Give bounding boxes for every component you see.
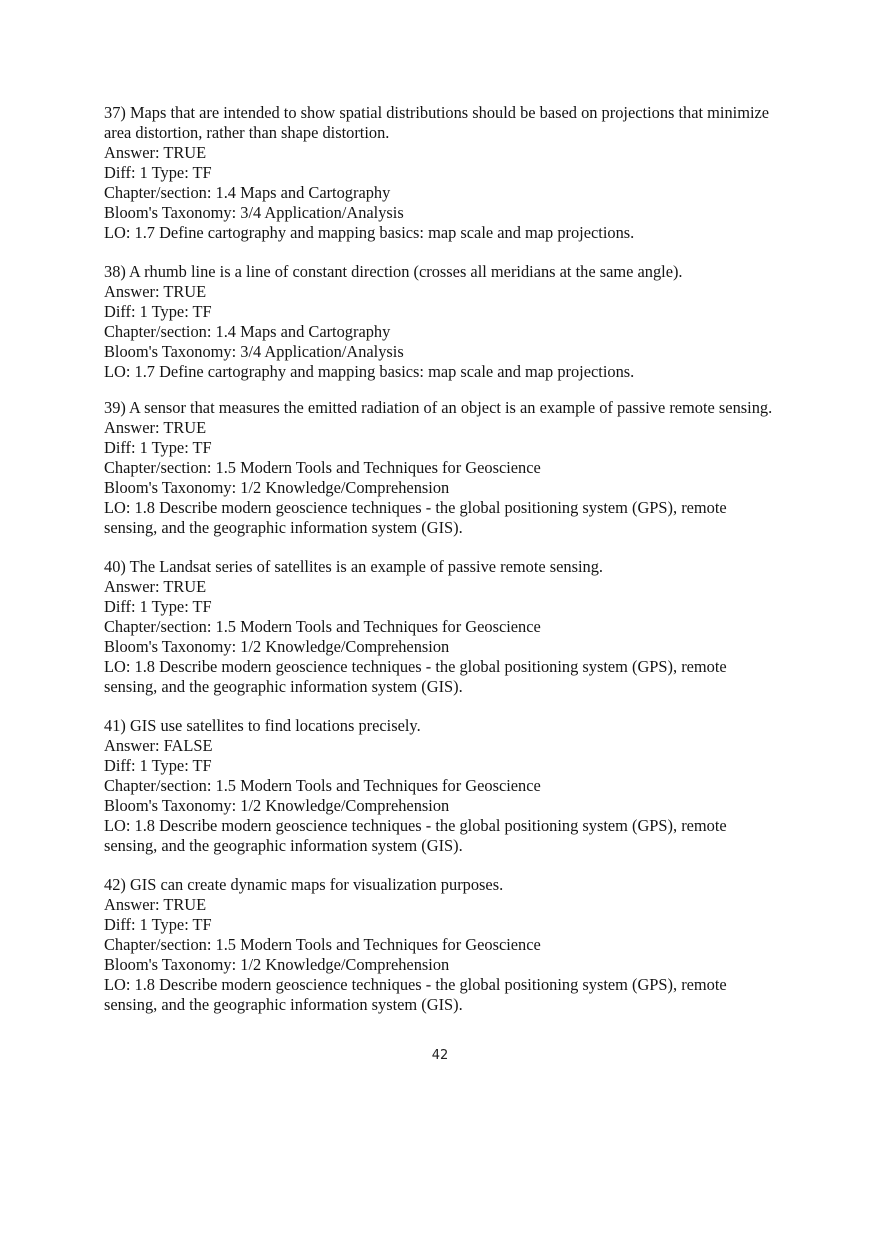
question-bloom: Bloom's Taxonomy: 3/4 Application/Analysis (104, 342, 404, 361)
question-chapter: Chapter/section: 1.4 Maps and Cartography (104, 322, 391, 341)
question-difficulty: Diff: 1 Type: TF (104, 302, 212, 321)
question-chapter: Chapter/section: 1.5 Modern Tools and Techniques for Geoscience (104, 776, 541, 795)
question-lo: LO: 1.8 Describe modern geoscience techniques - the global positioning system (GPS), remote sensing, and the geographic information system (GIS). (104, 657, 727, 696)
question-answer: Answer: TRUE (104, 143, 207, 162)
question-prompt: 42) GIS can create dynamic maps for visualization purposes. (104, 875, 504, 894)
question-answer: Answer: TRUE (104, 418, 207, 437)
question-38 (104, 262, 784, 382)
question-39 (104, 398, 784, 538)
question-41 (104, 716, 784, 856)
question-list (104, 103, 784, 1034)
question-prompt: 37) Maps that are intended to show spatial distributions should be based on projections that minimize area distortion, rather than shape distortion. (104, 103, 770, 142)
question-prompt: 38) A rhumb line is a line of constant direction (crosses all meridians at the same angle). (104, 262, 683, 281)
question-chapter: Chapter/section: 1.5 Modern Tools and Techniques for Geoscience (104, 458, 541, 477)
question-chapter: Chapter/section: 1.5 Modern Tools and Techniques for Geoscience (104, 617, 541, 636)
question-answer: Answer: TRUE (104, 895, 207, 914)
question-lo: LO: 1.7 Define cartography and mapping basics: map scale and map projections. (104, 223, 635, 242)
question-difficulty: Diff: 1 Type: TF (104, 438, 212, 457)
question-prompt: 41) GIS use satellites to find locations precisely. (104, 716, 421, 735)
question-difficulty: Diff: 1 Type: TF (104, 163, 212, 182)
question-37 (104, 103, 784, 243)
question-42 (104, 875, 784, 1015)
question-chapter: Chapter/section: 1.4 Maps and Cartography (104, 183, 391, 202)
question-bloom: Bloom's Taxonomy: 1/2 Knowledge/Comprehension (104, 796, 450, 815)
question-prompt: 40) The Landsat series of satellites is an example of passive remote sensing. (104, 557, 604, 576)
question-answer: Answer: TRUE (104, 282, 207, 301)
question-difficulty: Diff: 1 Type: TF (104, 597, 212, 616)
question-lo: LO: 1.8 Describe modern geoscience techniques - the global positioning system (GPS), remote sensing, and the geographic information system (GIS). (104, 498, 727, 537)
question-prompt: 39) A sensor that measures the emitted radiation of an object is an example of passive remote sensing. (104, 398, 773, 417)
question-answer: Answer: TRUE (104, 577, 207, 596)
question-answer: Answer: FALSE (104, 736, 213, 755)
question-lo: LO: 1.8 Describe modern geoscience techniques - the global positioning system (GPS), remote sensing, and the geographic information system (GIS). (104, 975, 727, 1014)
question-bloom: Bloom's Taxonomy: 1/2 Knowledge/Comprehension (104, 637, 450, 656)
question-difficulty: Diff: 1 Type: TF (104, 915, 212, 934)
question-bloom: Bloom's Taxonomy: 3/4 Application/Analysis (104, 203, 404, 222)
page-number: 42 (431, 1048, 449, 1063)
question-40 (104, 557, 784, 697)
question-difficulty: Diff: 1 Type: TF (104, 756, 212, 775)
question-bloom: Bloom's Taxonomy: 1/2 Knowledge/Comprehension (104, 955, 450, 974)
question-lo: LO: 1.7 Define cartography and mapping basics: map scale and map projections. (104, 362, 635, 381)
question-lo: LO: 1.8 Describe modern geoscience techniques - the global positioning system (GPS), remote sensing, and the geographic information system (GIS). (104, 816, 727, 855)
question-bloom: Bloom's Taxonomy: 1/2 Knowledge/Comprehension (104, 478, 450, 497)
question-chapter: Chapter/section: 1.5 Modern Tools and Techniques for Geoscience (104, 935, 541, 954)
